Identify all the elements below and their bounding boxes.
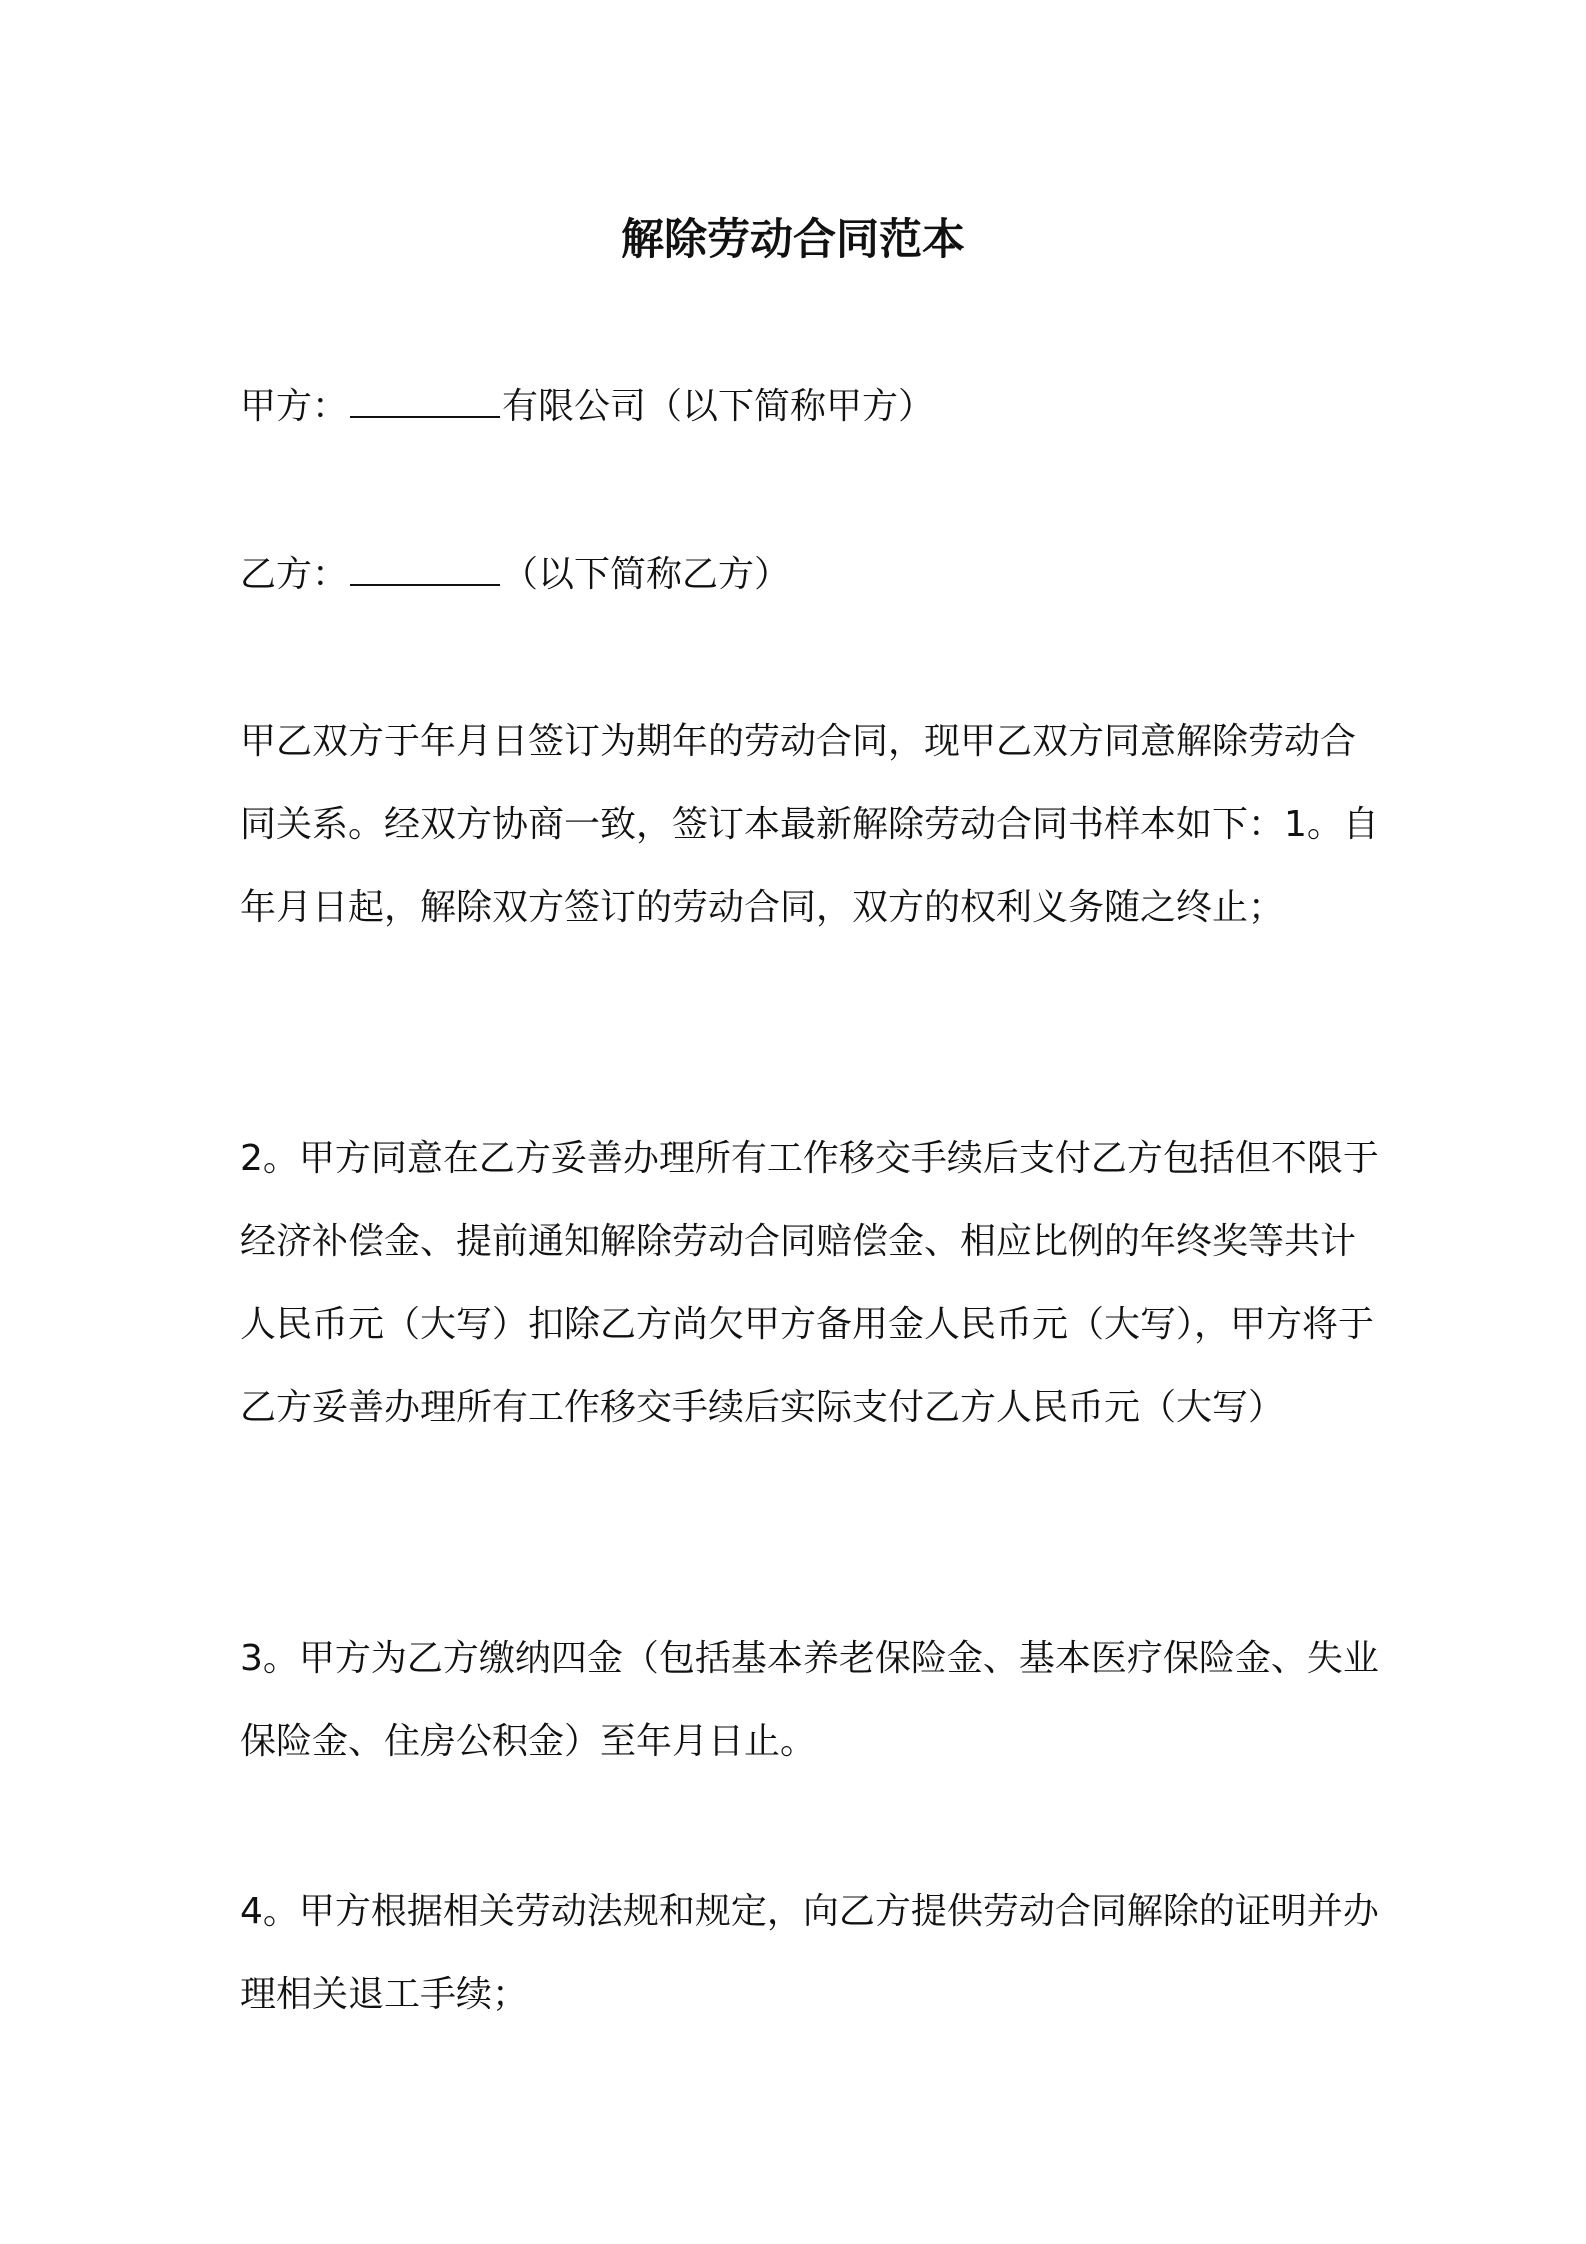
party-a-line — [240, 380, 934, 432]
clause-4-paragraph: 4。甲方根据相关劳动法规和规定，向乙方提供劳动合同解除的证明并办理相关退工手续； — [240, 1891, 1379, 2015]
party-a-suffix: 有限公司（以下简称甲方） — [502, 386, 935, 427]
document-title: 解除劳动合同范本 — [621, 215, 965, 265]
party-b-suffix: （以下简称乙方） — [502, 554, 791, 595]
party-b-line — [240, 548, 790, 600]
clause-3-paragraph: 3。甲方为乙方缴纳四金（包括基本养老保险金、基本医疗保险金、失业保险金、住房公积金）至年月日止。 — [240, 1638, 1379, 1762]
party-a-blank — [350, 380, 500, 418]
clause-2-paragraph: 2。甲方同意在乙方妥善办理所有工作移交手续后支付乙方包括但不限于经济补偿金、提前通知解除劳动合同赔偿金、相应比例的年终奖等共计人民币元（大写）扣除乙方尚欠甲方备用金人民币元（大写），甲方将于乙方妥善办理所有工作移交手续后实际支付乙方人民币元（大写） — [240, 1138, 1379, 1428]
party-b-blank — [350, 548, 500, 586]
intro-paragraph: 甲乙双方于年月日签订为期年的劳动合同，现甲乙双方同意解除劳动合同关系。经双方协商一致，签订本最新解除劳动合同书样本如下：1。自年月日起，解除双方签订的劳动合同，双方的权利义务随之终止； — [240, 721, 1379, 928]
party-b-label: 乙方： — [240, 554, 349, 595]
party-a-label: 甲方： — [240, 386, 349, 427]
